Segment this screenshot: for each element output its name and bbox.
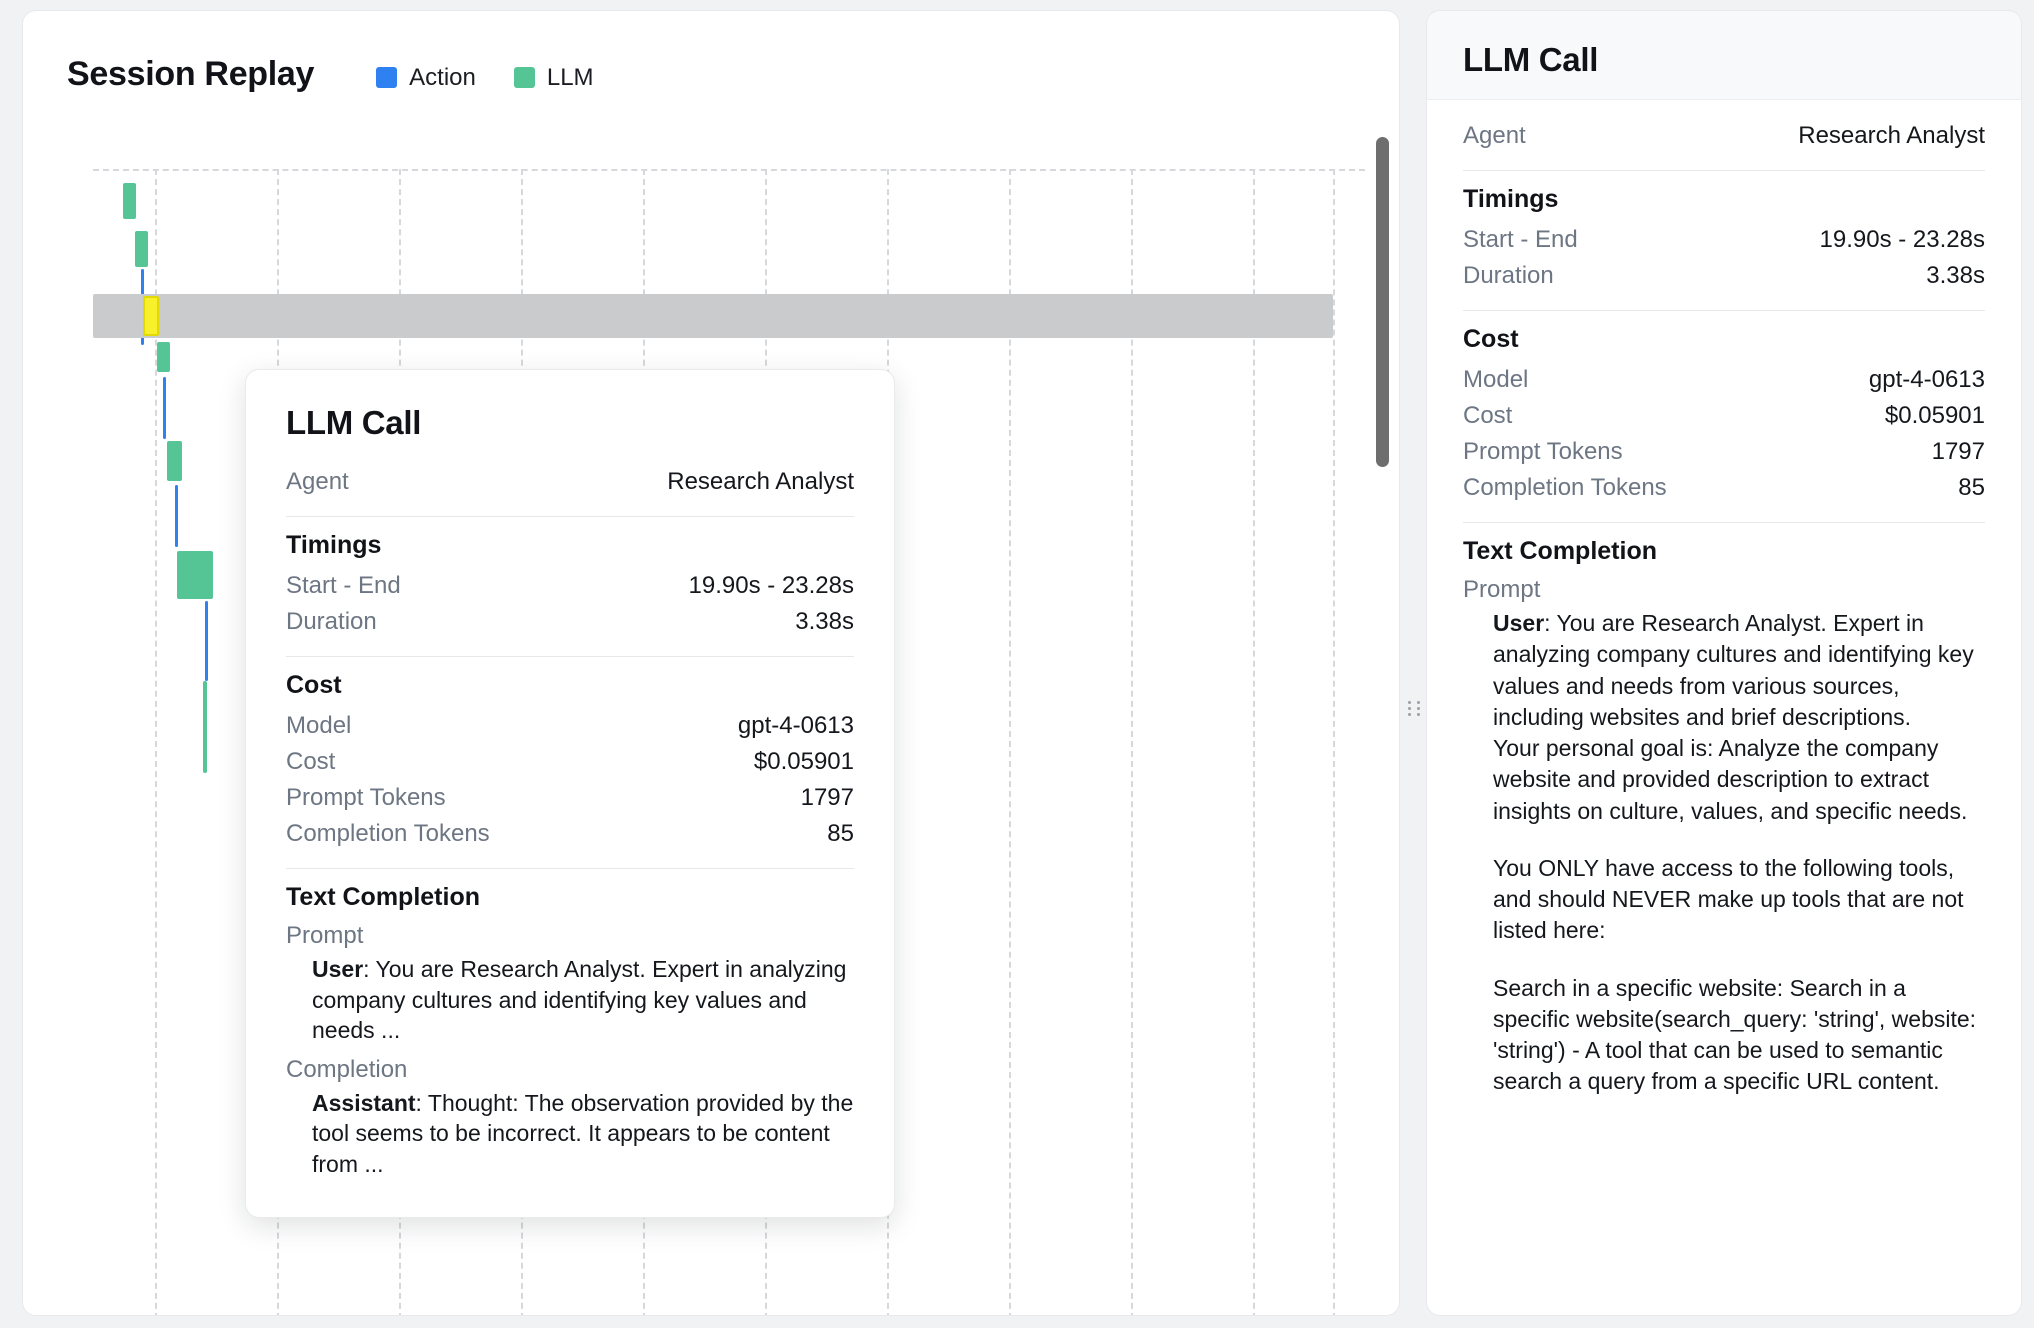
tooltip-cost-head: Cost <box>286 671 342 699</box>
details-completion-tokens-value: 85 <box>1958 474 1985 501</box>
tooltip-text-completion-head: Text Completion <box>286 883 480 911</box>
tooltip-duration-row <box>286 604 854 640</box>
details-text-completion-head: Text Completion <box>1463 537 1657 565</box>
details-startend-label: Start - End <box>1463 226 1578 253</box>
details-completion-tokens-row <box>1463 470 1985 506</box>
dot <box>1408 707 1411 710</box>
details-model-value: gpt-4-0613 <box>1868 366 1985 393</box>
timeline-gridline-9 <box>1253 169 1255 1316</box>
timeline-gridline-0 <box>155 169 157 1316</box>
details-timings-head: Timings <box>1463 185 1559 213</box>
details-cost-row <box>1463 398 1985 434</box>
llm-call-details-panel <box>1426 10 2022 1316</box>
action-bar-3[interactable] <box>175 485 178 547</box>
details-agent-row <box>1463 118 1985 154</box>
details-model-row <box>1463 362 1985 398</box>
details-prompt-tokens-row <box>1463 434 1985 470</box>
llm-swatch-icon <box>514 67 535 88</box>
details-cost-head: Cost <box>1463 325 1519 353</box>
details-body <box>1427 100 2021 1118</box>
details-cost-value: $0.05901 <box>1884 402 1985 429</box>
details-duration-value: 3.38s <box>1926 262 1985 289</box>
tooltip-startend-label: Start - End <box>286 572 401 599</box>
tooltip-timings-head: Timings <box>286 531 382 559</box>
tooltip-completion-tokens-value: 85 <box>827 820 854 847</box>
legend-item-action[interactable] <box>376 64 476 92</box>
timeline-gridline-10 <box>1333 169 1335 1316</box>
details-divider-3 <box>1463 522 1985 523</box>
dot <box>1417 701 1420 704</box>
legend-label-llm: LLM <box>546 63 594 91</box>
page-title: Session Replay <box>67 55 315 93</box>
dot <box>1417 707 1420 710</box>
tooltip-duration-label: Duration <box>286 608 377 635</box>
details-divider-2 <box>1463 310 1985 311</box>
details-title: LLM Call <box>1463 41 1599 78</box>
details-agent-value: Research Analyst <box>1798 122 1985 149</box>
tooltip-completion-role: Assistant <box>312 1089 416 1116</box>
details-header <box>1427 11 2021 100</box>
tooltip-divider-2 <box>286 656 854 657</box>
timeline-gridline-8 <box>1131 169 1133 1316</box>
tooltip-startend-value: 19.90s - 23.28s <box>688 572 854 599</box>
tooltip-completion-label: Completion <box>286 1055 408 1083</box>
dot <box>1408 713 1411 716</box>
timeline-gridline-7 <box>1009 169 1011 1316</box>
llm-bar-6[interactable] <box>203 681 207 773</box>
tooltip-agent-value: Research Analyst <box>667 468 854 495</box>
tooltip-divider-1 <box>286 516 854 517</box>
tooltip-cost-row <box>286 744 854 780</box>
details-prompt-text-1: : You are Research Analyst. Expert in analyzing company cultures and identifying key values and needs from various sources, including websites and brief descriptions. <box>1493 610 1974 730</box>
tooltip-model-label: Model <box>286 712 352 739</box>
details-startend-value: 19.90s - 23.28s <box>1819 226 1985 253</box>
tooltip-divider-3 <box>286 868 854 869</box>
tooltip-agent-row <box>286 464 854 500</box>
details-prompt-tokens-value: 1797 <box>1931 438 1985 465</box>
tooltip-prompt-tokens-value: 1797 <box>800 784 854 811</box>
tooltip-cost-value: $0.05901 <box>753 748 854 775</box>
tooltip-completion-tokens-row <box>286 816 854 852</box>
tooltip-model-value: gpt-4-0613 <box>737 712 854 739</box>
tooltip-prompt-tokens-row <box>286 780 854 816</box>
details-prompt-paragraph-1 <box>1463 608 1985 733</box>
details-model-label: Model <box>1463 366 1529 393</box>
llm-call-tooltip <box>245 369 895 1218</box>
details-prompt-tokens-label: Prompt Tokens <box>1463 438 1623 465</box>
gray-span[interactable] <box>93 294 1333 338</box>
tooltip-prompt-role: User <box>312 956 364 982</box>
tooltip-duration-value: 3.38s <box>795 608 854 635</box>
details-duration-label: Duration <box>1463 262 1554 289</box>
tooltip-prompt-tokens-label: Prompt Tokens <box>286 784 446 811</box>
legend <box>376 64 593 92</box>
paragraph-spacer <box>1463 947 1985 973</box>
llm-bar-5[interactable] <box>177 551 213 599</box>
tooltip-prompt-text: : You are Research Analyst. Expert in analyzing company cultures and identifying key values and needs ... <box>312 956 847 1044</box>
tooltip-prompt-message <box>286 954 854 1046</box>
legend-label-action: Action <box>409 63 476 91</box>
details-divider-1 <box>1463 170 1985 171</box>
replay-header <box>23 11 1399 94</box>
legend-item-llm[interactable] <box>514 64 594 92</box>
selected-bar[interactable] <box>143 296 159 336</box>
action-swatch-icon <box>376 67 397 88</box>
timeline-top-rule <box>93 169 1365 171</box>
tooltip-cost-label: Cost <box>286 748 336 775</box>
tooltip-completion-text: : Thought: The observation provided by the tool seems to be incorrect. It appears to be content from ... <box>312 1089 854 1177</box>
tooltip-agent-label: Agent <box>286 468 349 495</box>
paragraph-spacer <box>1463 827 1985 853</box>
session-replay-panel <box>22 10 1400 1316</box>
details-prompt-paragraph-4: Search in a specific website: Search in a specific website(search_query: 'string', website: 'string') - A tool that can be used to semantic search a query from a specific URL content. <box>1493 974 1977 1095</box>
details-startend-row <box>1463 222 1985 258</box>
action-bar-4[interactable] <box>205 601 208 681</box>
tooltip-completion-message <box>286 1088 854 1180</box>
tooltip-prompt-label: Prompt <box>286 922 364 949</box>
details-completion-tokens-label: Completion Tokens <box>1463 474 1667 501</box>
details-prompt-role: User <box>1493 610 1545 636</box>
tooltip-title: LLM Call <box>286 404 422 441</box>
tooltip-startend-row <box>286 568 854 604</box>
dot <box>1408 701 1411 704</box>
action-bar-2[interactable] <box>163 377 166 439</box>
llm-bar-1[interactable] <box>123 183 136 219</box>
llm-bar-3[interactable] <box>157 342 170 372</box>
llm-bar-2[interactable] <box>135 231 148 267</box>
timeline-scrollbar[interactable] <box>1376 137 1389 467</box>
details-prompt-paragraph-3: You ONLY have access to the following tools, and should NEVER make up tools that are not listed here: <box>1493 854 1964 944</box>
details-prompt-label: Prompt <box>1463 576 1541 603</box>
llm-bar-4[interactable] <box>167 441 182 481</box>
details-agent-label: Agent <box>1463 122 1526 149</box>
tooltip-completion-tokens-label: Completion Tokens <box>286 820 490 847</box>
details-prompt-paragraph-2: Your personal goal is: Analyze the company website and provided description to extract insights on culture, values, and specific needs. <box>1493 735 1968 824</box>
details-duration-row <box>1463 258 1985 294</box>
dot <box>1417 713 1420 716</box>
details-cost-label: Cost <box>1463 402 1513 429</box>
panel-resize-handle-icon[interactable] <box>1407 695 1421 721</box>
tooltip-model-row <box>286 708 854 744</box>
